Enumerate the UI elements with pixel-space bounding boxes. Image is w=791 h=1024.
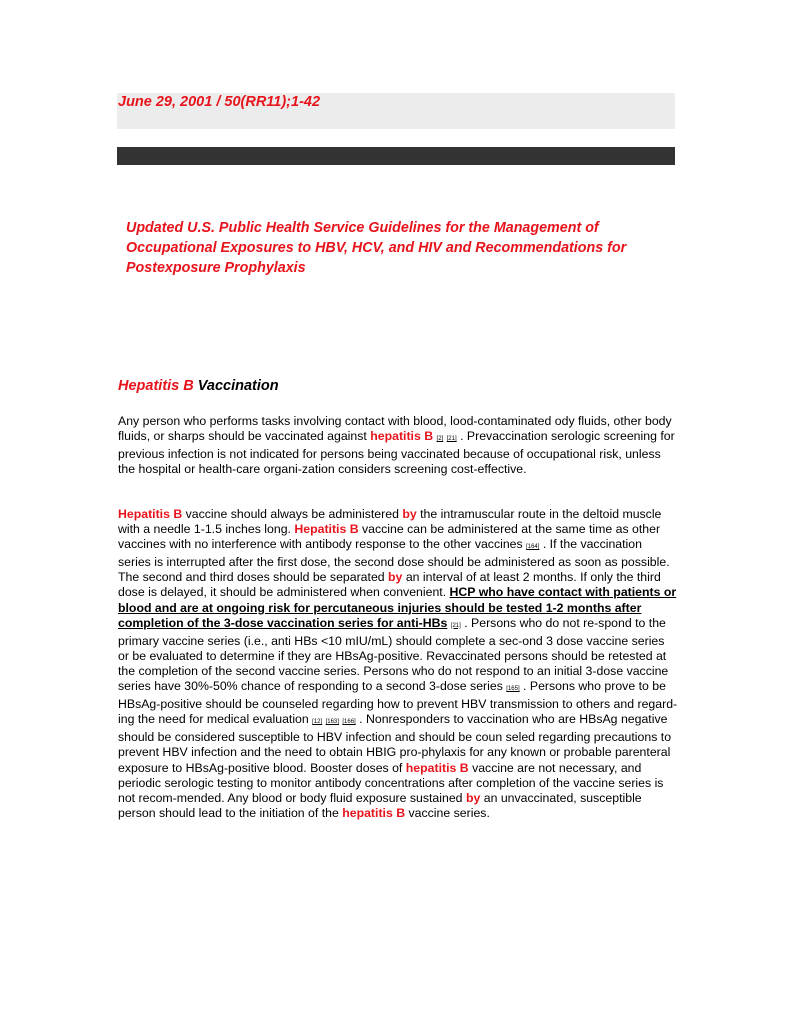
keyword-highlight: Hepatitis B	[118, 507, 183, 521]
text-run: vaccine series.	[405, 805, 490, 820]
citation-link[interactable]: [164]	[526, 544, 540, 551]
citation-link[interactable]: [21]	[450, 622, 461, 629]
keyword-highlight: hepatitis B	[370, 429, 434, 444]
paragraph-1	[118, 414, 678, 477]
text-run: . Persons who prove to be HBsAg-positive should be counseled regarding how to prevent HBV transmission to others and regard-ing the need for medical evaluation	[118, 679, 678, 727]
divider-bar	[117, 147, 675, 165]
emphasized-recommendation: HCP who have contact with patients or blood and are at ongoing risk for percutaneous injuries should be tested 1-2 months after completion of the 3-dose vaccination series for anti-HBs	[118, 585, 677, 630]
keyword-highlight: by	[402, 507, 417, 521]
paragraph-2	[118, 507, 678, 821]
section-heading	[118, 378, 279, 394]
citation-link[interactable]: [2]	[436, 436, 444, 443]
keyword-highlight: by	[465, 790, 481, 805]
text-run: . Nonresponders to vaccination who are HBsAg negative should be considered susceptible to HBV infection and should be coun seled regarding precautions to prevent HBV infection and the need to obtain HBIG pro-phylaxis for any known or probable parenteral exposure to HBsAg-positive blood. Booster doses of	[118, 712, 672, 775]
text-run: the intramuscular route in the deltoid muscle with a needle 1-1.5 inches long.	[118, 507, 662, 537]
document-title: Updated U.S. Public Health Service Guidelines for the Management of Occupational Exposures to HBV, HCV, and HIV and Recommendations for Postexposure Prophylaxis	[126, 220, 627, 276]
keyword-highlight: Hepatitis B	[294, 522, 359, 537]
issue-date: June 29, 2001 / 50(RR11);1-42	[118, 94, 321, 110]
text-run: Any person who performs tasks involving contact with blood, lood-contaminated ody fluids, other body fluids, or sharps should be vaccinated against	[118, 414, 672, 444]
keyword-highlight: hepatitis B	[405, 760, 469, 775]
keyword-highlight: hepatitis B	[342, 805, 406, 820]
text-run: an interval of at least 2 months. If only the third dose is delayed, it should be administered when convenient.	[118, 570, 661, 600]
section-heading-rest: Vaccination	[193, 378, 279, 394]
citation-link[interactable]: [166]	[342, 719, 356, 726]
text-run: vaccine can be administered at the same time as other vaccines with no interference with antibody response to the other vaccines	[118, 522, 661, 552]
section-heading-keyword: Hepatitis B	[118, 378, 194, 394]
text-run: . Persons who do not re-spond to the primary vaccine series (i.e., anti HBs <10 mIU/mL) should complete a sec-ond 3 dose vaccine series or be evaluated to determine if they are HBsAg-positive. Revaccinated persons should be retested at the completion of the second vaccine series. Persons who do not respond to an initial 3-dose vaccine series have 30%-50% chance of responding to a second 3-dose series	[118, 615, 669, 694]
text-run: vaccine are not necessary, and periodic serologic testing to monitor antibody concentrations after completion of the vaccine series is not recom-mended. Any blood or body fluid exposure sustained	[118, 760, 664, 805]
text-run: . If the vaccination series is interrupted after the first dose, the second dose should be administered as soon as possible. The second and third doses should be separated	[118, 537, 670, 585]
citation-link[interactable]: [163]	[325, 719, 339, 726]
citation-link[interactable]: [165]	[506, 686, 520, 693]
text-run: an unvaccinated, susceptible person should lead to the initiation of the	[118, 790, 642, 820]
keyword-highlight: by	[388, 570, 403, 585]
text-run: vaccine should always be administered	[182, 507, 403, 521]
text-run: . Prevaccination serologic screening for previous infection is not indicated for persons being vaccinated because of occupational risk, unless the hospital or health-care organi-zation considers screening cost-effective.	[118, 429, 675, 477]
citation-link[interactable]: [12]	[312, 719, 323, 726]
citation-link[interactable]: [21]	[446, 436, 457, 443]
